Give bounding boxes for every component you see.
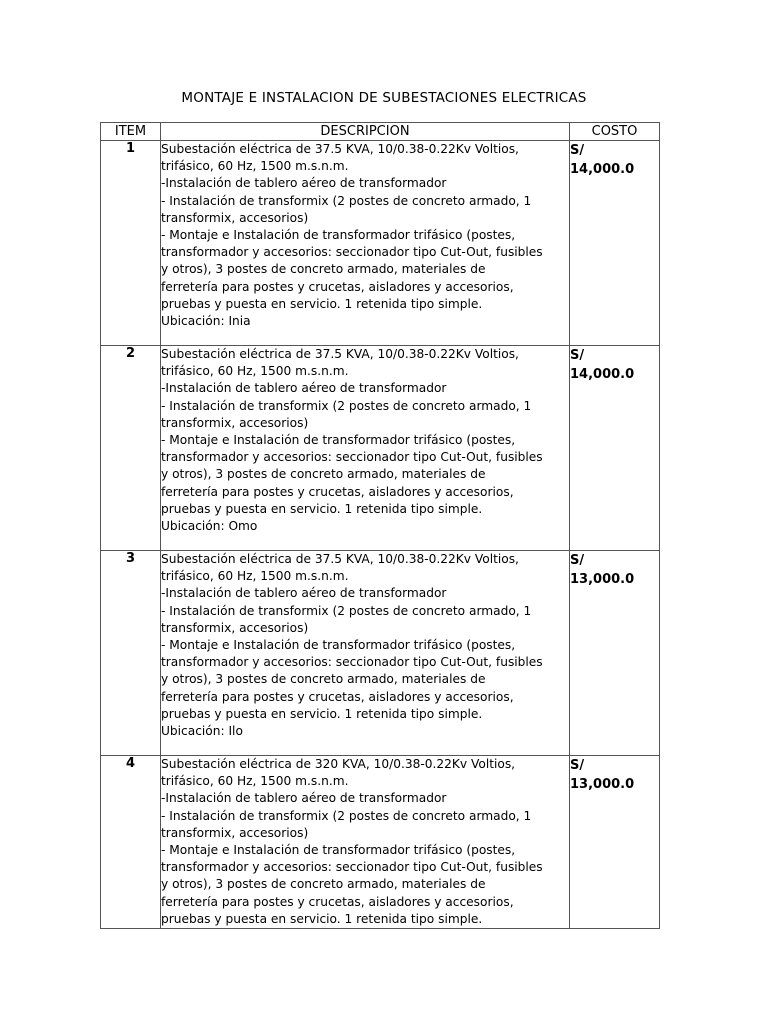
items-table (100, 122, 660, 929)
description-line: ferretería para postes y crucetas, aisladores y accesorios, (161, 689, 514, 704)
description-line: -Instalación de tablero aéreo de transformador (161, 176, 447, 191)
cost-currency: S/ (570, 553, 585, 568)
description-line: -Instalación de tablero aéreo de transformador (161, 586, 447, 601)
description-line: - Montaje e Instalación de transformador trifásico (postes, (161, 638, 516, 653)
description-line: y otros), 3 postes de concreto armado, materiales de (161, 467, 486, 482)
table-row (101, 756, 660, 929)
cost-currency: S/ (570, 143, 585, 158)
description-line: ferretería para postes y crucetas, aisladores y accesorios, (161, 484, 514, 499)
description-line: transformador y accesorios: seccionador tipo Cut-Out, fusibles (161, 655, 543, 670)
description-line: - Montaje e Instalación de transformador trifásico (postes, (161, 228, 516, 243)
description-line: transformix, accesorios) (161, 415, 309, 430)
description-line: transformix, accesorios) (161, 825, 309, 840)
description-line: transformix, accesorios) (161, 620, 309, 635)
cost-amount: 13,000.0 (570, 777, 635, 792)
description-header: DESCRIPCION (161, 123, 570, 141)
description-line: trifásico, 60 Hz, 1500 m.s.n.m. (161, 774, 349, 789)
cost-currency: S/ (570, 348, 585, 363)
description-line: Subestación eléctrica de 37.5 KVA, 10/0.38-0.22Kv Voltios, (161, 142, 519, 156)
description-line: Subestación eléctrica de 37.5 KVA, 10/0.38-0.22Kv Voltios, (161, 552, 519, 566)
item-cost (570, 756, 660, 929)
description-line: - Instalación de transformix (2 postes de concreto armado, 1 (161, 808, 532, 823)
description-line: ferretería para postes y crucetas, aisladores y accesorios, (161, 279, 514, 294)
description-line: Subestación eléctrica de 37.5 KVA, 10/0.38-0.22Kv Voltios, (161, 347, 519, 361)
description-line: Subestación eléctrica de 320 KVA, 10/0.38-0.22Kv Voltios, (161, 757, 516, 771)
cost-currency: S/ (570, 758, 585, 773)
description-line: trifásico, 60 Hz, 1500 m.s.n.m. (161, 364, 349, 379)
description-line: pruebas y puesta en servicio. 1 retenida tipo simple. (161, 911, 483, 926)
description-line: - Instalación de transformix (2 postes de concreto armado, 1 (161, 398, 532, 413)
table-row (101, 551, 660, 756)
description-line: -Instalación de tablero aéreo de transformador (161, 791, 447, 806)
description-line: transformador y accesorios: seccionador tipo Cut-Out, fusibles (161, 450, 543, 465)
description-line: y otros), 3 postes de concreto armado, materiales de (161, 262, 486, 277)
item-number: 3 (101, 551, 161, 756)
description-line: transformador y accesorios: seccionador tipo Cut-Out, fusibles (161, 860, 543, 875)
description-line: pruebas y puesta en servicio. 1 retenida tipo simple. (161, 296, 483, 311)
description-line: Ubicación: Omo (161, 519, 258, 534)
description-line: -Instalación de tablero aéreo de transformador (161, 381, 447, 396)
item-cost (570, 141, 660, 346)
document-title: MONTAJE E INSTALACION DE SUBESTACIONES ELECTRICAS (181, 90, 587, 106)
description-line: y otros), 3 postes de concreto armado, materiales de (161, 672, 486, 687)
description-line: - Instalación de transformix (2 postes de concreto armado, 1 (161, 603, 532, 618)
cost-header: COSTO (570, 123, 660, 141)
description-line: y otros), 3 postes de concreto armado, materiales de (161, 877, 486, 892)
description-line: Ubicación: Inia (161, 314, 251, 329)
description-line: Ubicación: Ilo (161, 724, 243, 739)
description-line: trifásico, 60 Hz, 1500 m.s.n.m. (161, 569, 349, 584)
item-cost (570, 346, 660, 551)
header-row (101, 123, 660, 141)
description-line: - Instalación de transformix (2 postes de concreto armado, 1 (161, 193, 532, 208)
item-header: ITEM (101, 123, 161, 141)
item-description (161, 141, 570, 346)
description-line: pruebas y puesta en servicio. 1 retenida tipo simple. (161, 501, 483, 516)
description-line: - Montaje e Instalación de transformador trifásico (postes, (161, 433, 516, 448)
table-row (101, 141, 660, 346)
description-line: - Montaje e Instalación de transformador trifásico (postes, (161, 843, 516, 858)
description-line: ferretería para postes y crucetas, aisladores y accesorios, (161, 894, 514, 909)
table-row (101, 346, 660, 551)
item-number: 4 (101, 756, 161, 929)
cost-amount: 14,000.0 (570, 162, 635, 177)
item-description (161, 346, 570, 551)
description-line: transformix, accesorios) (161, 210, 309, 225)
item-description (161, 551, 570, 756)
description-line: trifásico, 60 Hz, 1500 m.s.n.m. (161, 159, 349, 174)
item-number: 1 (101, 141, 161, 346)
cost-amount: 13,000.0 (570, 572, 635, 587)
cost-amount: 14,000.0 (570, 367, 635, 382)
item-cost (570, 551, 660, 756)
description-line: pruebas y puesta en servicio. 1 retenida tipo simple. (161, 706, 483, 721)
description-line: transformador y accesorios: seccionador tipo Cut-Out, fusibles (161, 245, 543, 260)
item-number: 2 (101, 346, 161, 551)
item-description (161, 756, 570, 929)
